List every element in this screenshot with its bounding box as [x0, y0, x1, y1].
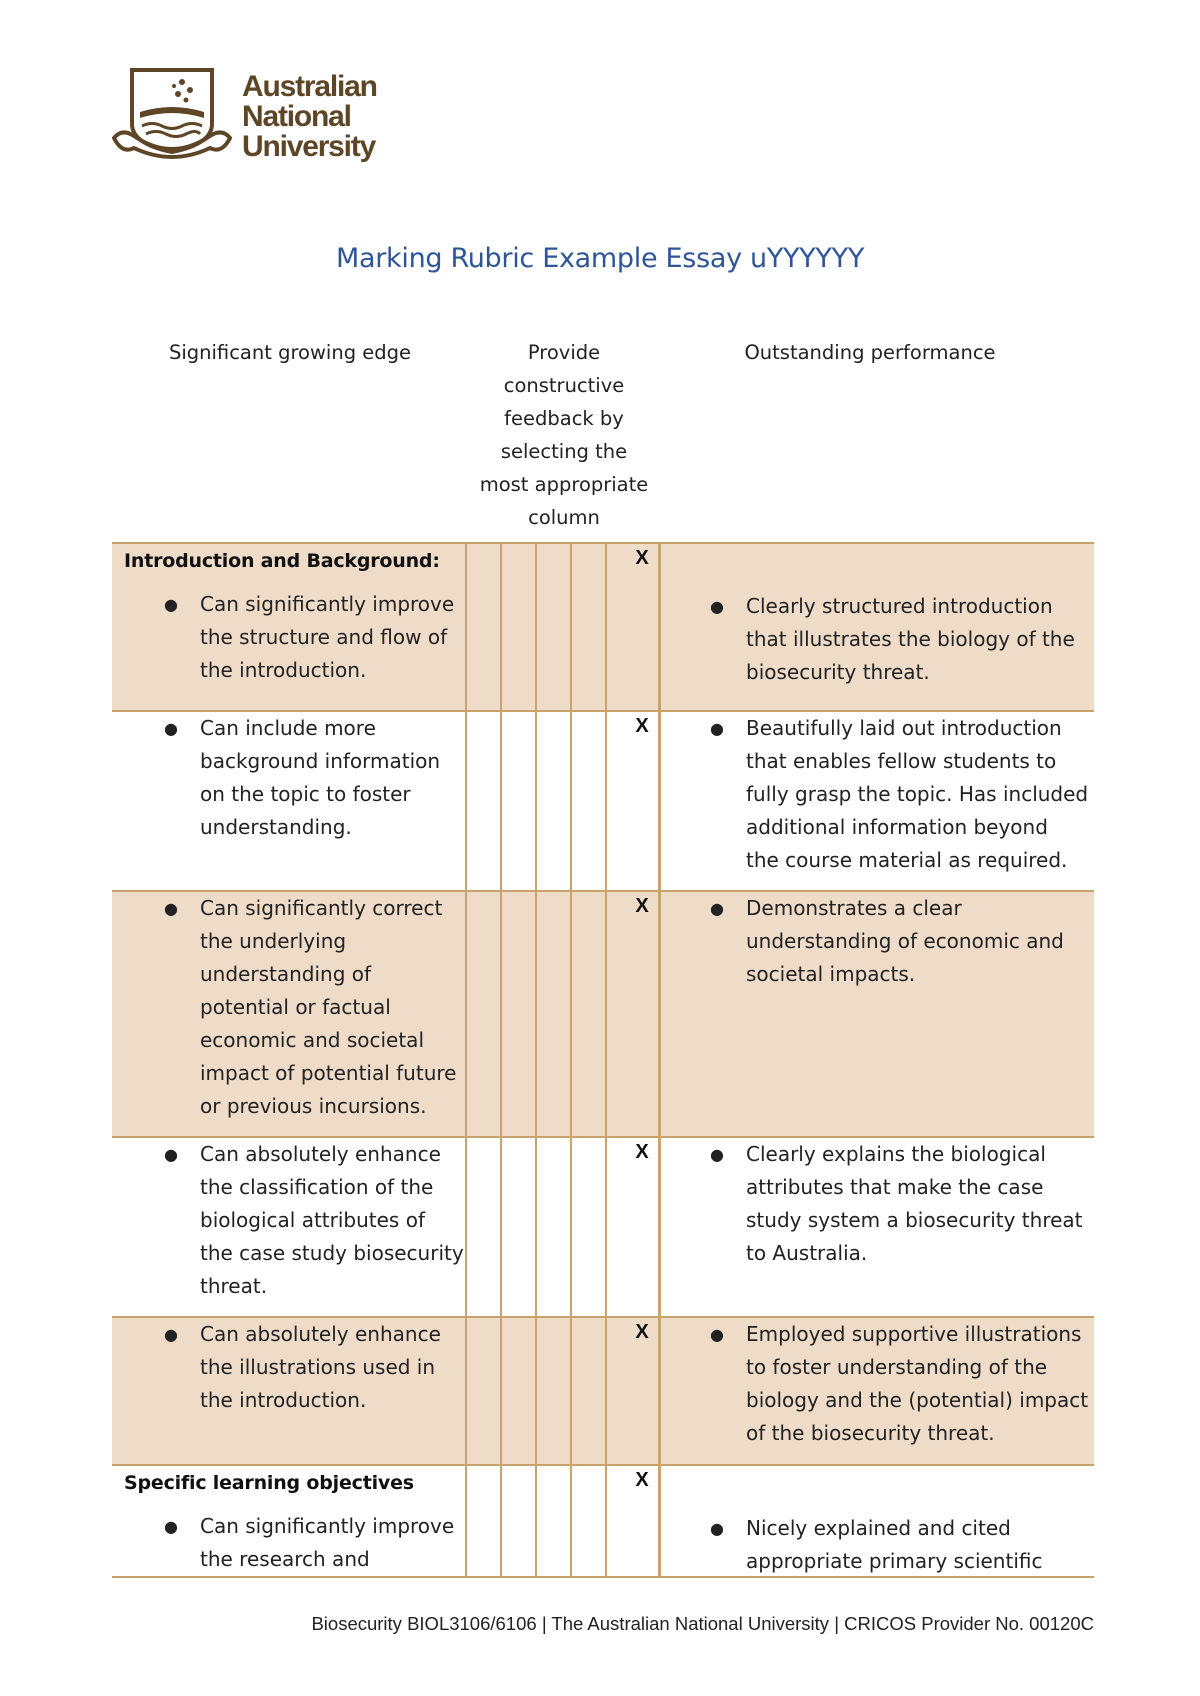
header-growing-edge: Significant growing edge	[168, 341, 412, 364]
growing-edge-item: ● Can significantly improve the research and	[164, 1514, 455, 1571]
header-line: feedback by	[504, 407, 624, 430]
outstanding-item: ● Clearly explains the biological attributes that make the case study system a biosecurity threat to Australia.	[710, 1142, 1083, 1265]
outstanding-item: ● Beautifully laid out introduction that enables fellow students to fully grasp the topic. Has included additional information beyond the course material as required.	[710, 716, 1089, 872]
header-line: Provide	[527, 341, 601, 364]
selected-mark[interactable]: X	[635, 715, 649, 737]
outstanding-item: ● Nicely explained and cited appropriate primary scientific	[710, 1516, 1043, 1573]
rubric-row	[112, 544, 1094, 712]
logo-line: National	[242, 100, 351, 133]
growing-edge-item: ● Can include more background information on the topic to foster understanding.	[164, 716, 441, 839]
header-line: constructive	[503, 374, 625, 397]
logo-line: Australian	[242, 70, 377, 103]
growing-edge-item: ● Can absolutely enhance the illustrations used in the introduction.	[164, 1322, 441, 1412]
rubric-row	[112, 892, 1094, 1138]
outstanding-item: ● Employed supportive illustrations to foster understanding of the biology and the (potential) impact of the biosecurity threat.	[710, 1322, 1089, 1445]
growing-edge-item: ● Can absolutely enhance the classification of the biological attributes of the case study biosecurity threat.	[164, 1142, 464, 1298]
section-heading: Specific learning objectives	[124, 1472, 414, 1494]
rubric-row	[112, 1466, 1094, 1578]
header-line: selecting the	[500, 440, 628, 463]
rubric-row	[112, 1138, 1094, 1318]
selected-mark[interactable]: X	[635, 895, 649, 917]
selected-mark[interactable]: X	[635, 1321, 649, 1343]
header-outstanding: Outstanding performance	[744, 341, 996, 364]
outstanding-item: ● Demonstrates a clear understanding of economic and societal impacts.	[710, 896, 1064, 986]
outstanding-item: ● Clearly structured introduction that illustrates the biology of the biosecurity threat.	[710, 594, 1075, 684]
page-footer: Biosecurity BIOL3106/6106 | The Australian National University | CRICOS Provider No. 00120C	[311, 1613, 1094, 1634]
rubric-row	[112, 712, 1094, 892]
selected-mark[interactable]: X	[635, 1469, 649, 1491]
growing-edge-item: ● Can significantly improve the structure and flow of the introduction.	[164, 592, 455, 682]
growing-edge-item: ● Can significantly correct the underlying understanding of potential or factual economic and societal impact of potential future or previous incursions.	[164, 896, 457, 1118]
anu-logo	[112, 66, 382, 166]
header-line: most appropriate	[479, 473, 649, 496]
anu-crest-icon	[112, 66, 232, 166]
document-title: Marking Rubric Example Essay uYYYYYY	[335, 243, 865, 274]
selected-mark[interactable]: X	[635, 1141, 649, 1163]
rubric-table	[112, 542, 1094, 1578]
rubric-row	[112, 1318, 1094, 1466]
header-line: column	[528, 506, 600, 529]
logo-line: University	[242, 130, 376, 163]
anu-wordmark	[242, 72, 377, 162]
section-heading: Introduction and Background:	[124, 550, 440, 572]
header-feedback-instruction	[466, 336, 662, 534]
selected-mark[interactable]: X	[635, 547, 649, 569]
